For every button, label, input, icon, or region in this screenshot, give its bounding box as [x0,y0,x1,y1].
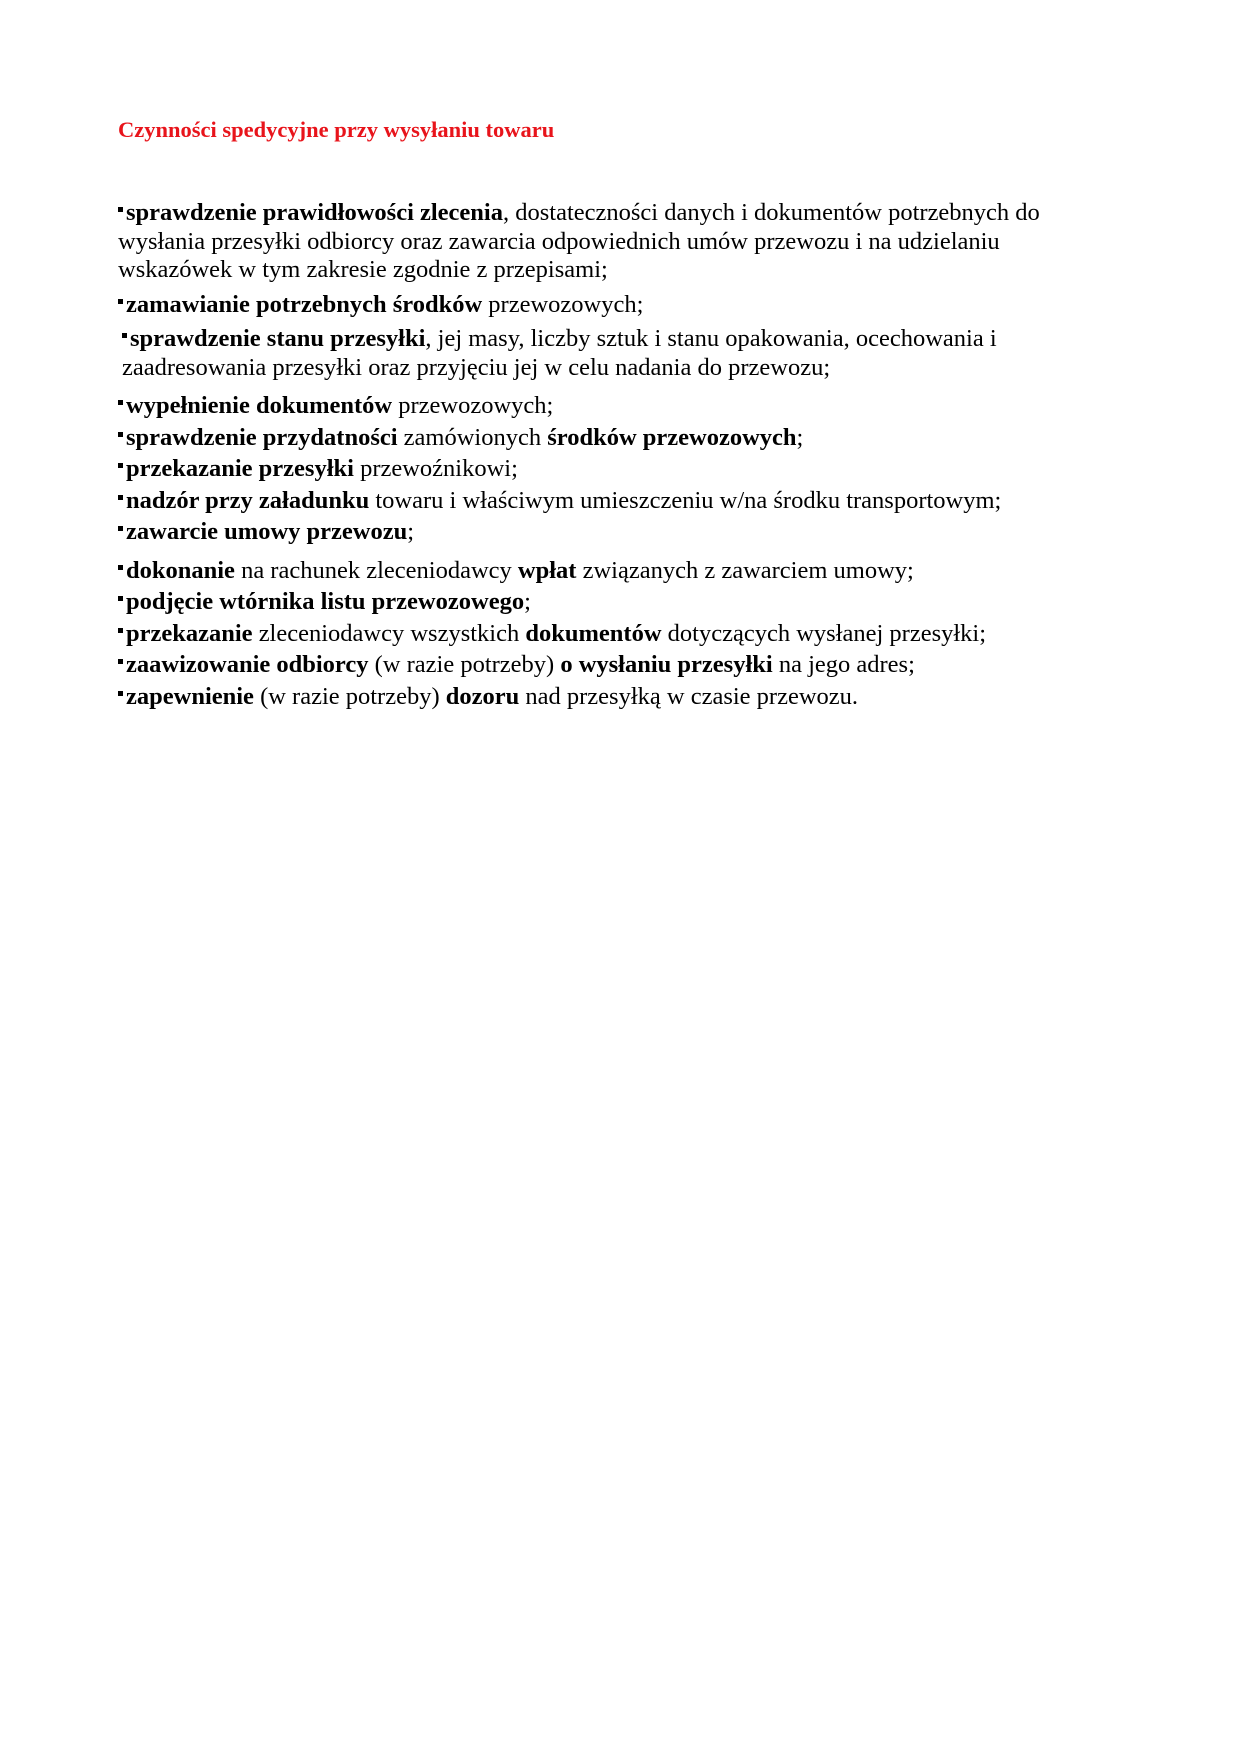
item-normal-text: nad przesyłką w czasie przewozu. [519,682,859,710]
item-text [126,487,1001,514]
square-bullet-icon [118,659,123,664]
document-title: Czynności spedycyjne przy wysyłaniu towaru [118,117,555,142]
item-text [126,455,518,482]
item-text [118,199,1040,283]
item-text [126,557,914,584]
item-bold-text: zawarcie umowy przewozu [126,518,408,545]
square-bullet-icon [118,299,123,304]
square-bullet-icon [118,596,123,601]
square-bullet-icon [118,432,123,437]
activities-list [118,199,1078,711]
list-item [118,620,1078,649]
list-item [118,518,1078,547]
item-normal-text: na rachunek zleceniodawcy [234,556,518,584]
item-bold-text: dokumentów [525,619,662,647]
item-normal-text: ; [524,588,531,615]
item-bold-text: środków przewozowych [547,423,797,451]
item-bold-text: sprawdzenie prawidłowości zlecenia [126,199,503,226]
item-text [126,651,915,678]
item-bold-text: zaawizowanie odbiorcy [126,651,369,678]
item-normal-text: na jego adres; [772,651,915,678]
square-bullet-icon [118,495,123,500]
item-normal-text: przewoźnikowi; [353,455,518,482]
square-bullet-icon [122,333,127,338]
item-bold-text: o wysłaniu przesyłki [560,651,773,678]
square-bullet-icon [118,207,123,212]
list-item [118,455,1078,484]
list-item [118,588,1078,617]
item-normal-text: towaru i właściwym umieszczeniu w/na środku transportowym; [369,486,1002,514]
list-item [118,651,1078,680]
item-normal-text: ; [407,518,415,545]
item-normal-text: dotyczących wysłanej przesyłki; [661,619,987,647]
item-normal-text: , jej masy, liczby sztuk i stanu opakowania, ocechowania i zaadresowania przesyłki oraz przyjęciu jej w celu nadania do przewozu; [122,325,997,381]
list-item [118,487,1078,516]
square-bullet-icon [118,691,123,696]
item-normal-text: , dostateczności danych i dokumentów potrzebnych do wysłania przesyłki odbiorcy oraz zawarcia odpowiednich umów przewozu i na udzielaniu wskazówek w tym zakresie zgodnie z przepisami; [118,199,1040,283]
item-text [126,588,531,615]
item-bold-text: zamawianie potrzebnych środków [126,290,483,318]
item-bold-text: sprawdzenie przydatności [126,423,398,451]
item-normal-text: przewozowych; [482,290,644,318]
item-text [126,291,643,318]
square-bullet-icon [118,526,123,531]
item-bold-text: zapewnienie [126,682,254,710]
list-item [118,291,1078,320]
list-item [118,325,1078,382]
item-normal-text: (w razie potrzeby) [368,651,561,678]
item-bold-text: podjęcie wtórnika listu przewozowego [126,588,525,615]
item-normal-text: (w razie potrzeby) [253,682,446,710]
item-text [126,518,414,545]
item-normal-text: zamówionych [397,423,548,451]
item-normal-text: przewozowych; [392,392,554,419]
list-item [118,424,1078,453]
item-bold-text: sprawdzenie stanu przesyłki [130,325,426,352]
square-bullet-icon [118,463,123,468]
list-item [118,199,1078,285]
item-bold-text: wpłat [517,556,577,584]
list-item [118,392,1078,421]
square-bullet-icon [118,400,123,405]
item-normal-text: związanych z zawarciem umowy; [576,556,914,584]
item-bold-text: przekazanie [126,619,253,647]
item-text [122,325,997,381]
item-bold-text: wypełnienie dokumentów [126,392,393,419]
item-normal-text: zleceniodawcy wszystkich [252,619,526,647]
item-text [126,392,553,419]
item-normal-text: ; [796,423,804,451]
item-bold-text: przekazanie przesyłki [126,455,354,482]
list-item [118,557,1078,586]
square-bullet-icon [118,565,123,570]
item-bold-text: nadzór przy załadunku [126,486,370,514]
item-text [126,683,858,710]
item-text [126,424,803,451]
item-bold-text: dokonanie [126,556,235,584]
square-bullet-icon [118,628,123,633]
item-bold-text: dozoru [445,682,520,710]
list-item [118,683,1078,712]
item-text [126,620,986,647]
